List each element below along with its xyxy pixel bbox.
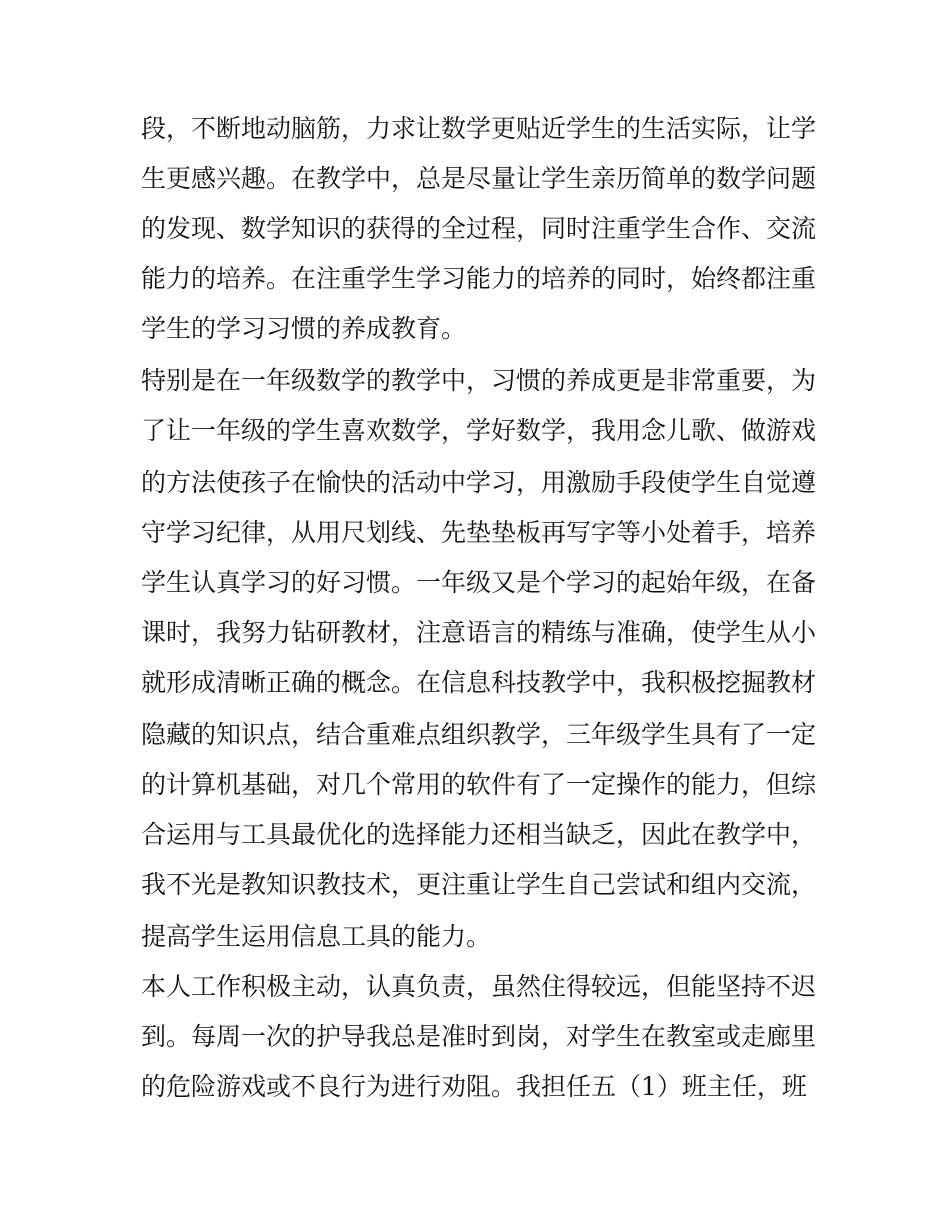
text-line: 生更感兴趣。在教学中，总是尽量让学生亲历简单的数学问题 — [141, 164, 817, 193]
text-line: 能力的培养。在注重学生学习能力的培养的同时，始终都注重 — [141, 264, 817, 293]
text-line: 的危险游戏或不良行为进行劝阻。我担任五（1）班主任，班 — [141, 1072, 807, 1101]
text-line: 特别是在一年级数学的教学中，习惯的养成更是非常重要，为 — [141, 366, 817, 395]
text-line: 学生的学习习惯的养成教育。 — [141, 314, 467, 343]
text-line: 了让一年级的学生喜欢数学，学好数学，我用念儿歌、做游戏 — [141, 416, 817, 445]
text-line: 本人工作积极主动，认真负责，虽然住得较远，但能坚持不迟 — [141, 972, 817, 1001]
text-line: 的发现、数学知识的获得的全过程，同时注重学生合作、交流 — [141, 214, 817, 243]
text-line: 的计算机基础，对几个常用的软件有了一定操作的能力，但综 — [141, 770, 817, 799]
text-line: 就形成清晰正确的概念。在信息科技教学中，我积极挖掘教材 — [141, 668, 817, 697]
text-line: 的方法使孩子在愉快的活动中学习，用激励手段使学生自觉遵 — [141, 468, 817, 497]
text-line: 段，不断地动脑筋，力求让数学更贴近学生的生活实际，让学 — [141, 114, 817, 143]
text-line: 提高学生运用信息工具的能力。 — [141, 922, 492, 951]
text-line: 合运用与工具最优化的选择能力还相当缺乏，因此在教学中， — [141, 820, 817, 849]
text-line: 我不光是教知识教技术，更注重让学生自己尝试和组内交流， — [141, 870, 817, 899]
text-line: 隐藏的知识点，结合重难点组织教学，三年级学生具有了一定 — [141, 720, 817, 749]
text-line: 学生认真学习的好习惯。一年级又是个学习的起始年级，在备 — [141, 568, 817, 597]
text-line: 守学习纪律，从用尺划线、先垫垫板再写字等小处着手，培养 — [141, 518, 817, 547]
text-line: 到。每周一次的护导我总是准时到岗，对学生在教室或走廊里 — [141, 1022, 817, 1051]
text-line: 课时，我努力钻研教材，注意语言的精练与准确，使学生从小 — [141, 618, 817, 647]
